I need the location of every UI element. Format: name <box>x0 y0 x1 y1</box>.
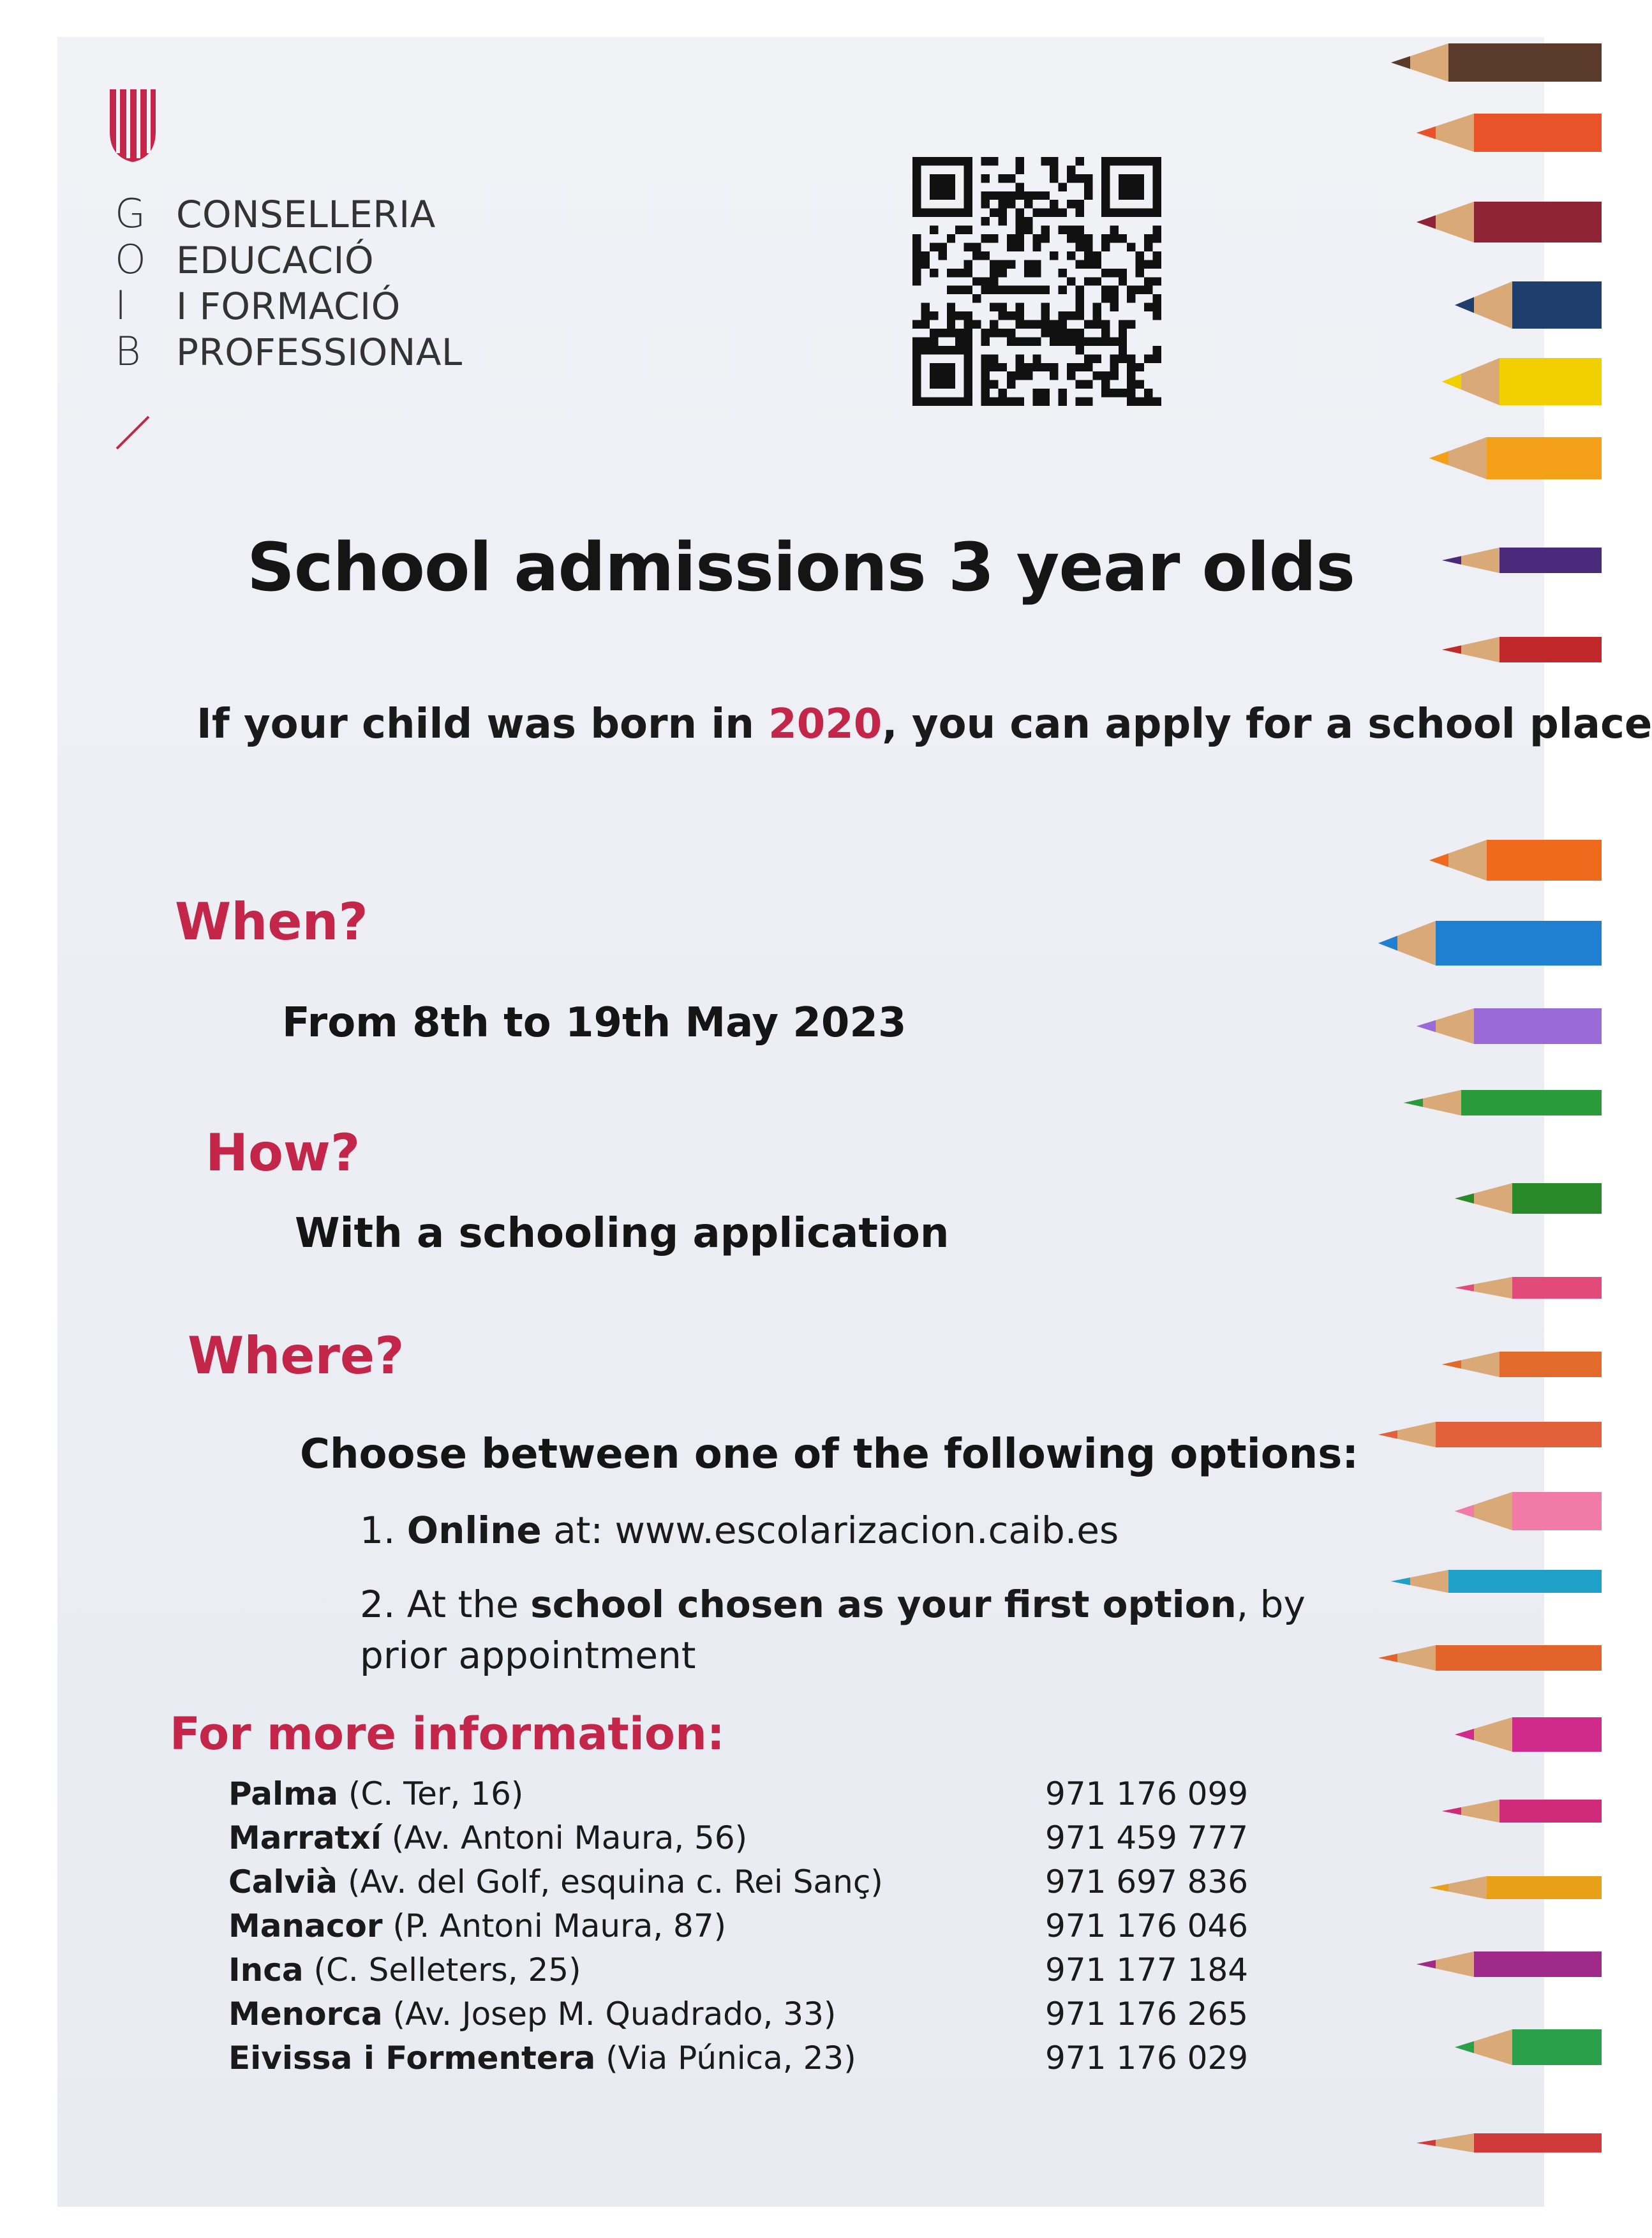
office-place <box>228 1863 1045 1900</box>
logo-row <box>115 282 463 328</box>
option-bold: school chosen as your first option <box>530 1583 1237 1626</box>
office-place <box>228 1951 1045 1988</box>
pencil-shape <box>1455 1277 1602 1299</box>
office-row <box>228 1816 1313 1860</box>
pencil-shape <box>1442 1800 1602 1823</box>
qr-code-icon[interactable] <box>912 157 1161 406</box>
intro-before: If your child was born in <box>197 701 769 748</box>
offices-list <box>228 1772 1313 2080</box>
option-number: 1. <box>360 1509 407 1552</box>
logo-word: PROFESSIONAL <box>176 331 463 374</box>
office-place <box>228 1907 1045 1944</box>
office-name: Inca <box>228 1951 304 1988</box>
office-phone[interactable]: 971 697 836 <box>1045 1863 1249 1900</box>
pencil-shape <box>1391 43 1602 82</box>
pencil-shape <box>1429 437 1602 479</box>
pencil-shape <box>1417 202 1602 242</box>
office-row <box>228 1992 1313 2036</box>
pencil-shape <box>1417 1951 1602 1977</box>
logo-slash-icon <box>114 414 152 452</box>
option-prefix: 2. At the <box>360 1583 531 1626</box>
office-address: (Av. Josep M. Quadrado, 33) <box>382 1995 837 2033</box>
office-address: (C. Selleters, 25) <box>303 1951 581 1988</box>
office-address: (C. Ter, 16) <box>338 1775 524 1812</box>
pencil-shape <box>1455 1492 1602 1530</box>
option-school <box>360 1579 1317 1681</box>
office-name: Eivissa i Formentera <box>228 2039 596 2077</box>
intro-after: , you can apply for a school place <box>882 701 1652 748</box>
where-heading: Where? <box>188 1326 405 1385</box>
office-row <box>228 1772 1313 1816</box>
option-online <box>360 1505 1119 1556</box>
goib-emblem-icon <box>107 87 158 163</box>
logo-letter: I <box>115 282 127 329</box>
logo-letter: B <box>115 328 141 375</box>
office-row <box>228 2036 1313 2080</box>
office-address: (Av. Antoni Maura, 56) <box>381 1819 748 1856</box>
option-rest: , by prior appointment <box>360 1583 1306 1677</box>
flyer-sheet <box>57 37 1652 2207</box>
office-place <box>228 1775 1045 1812</box>
pencil-shape <box>1442 358 1602 405</box>
logo-row <box>115 236 463 282</box>
office-phone[interactable]: 971 459 777 <box>1045 1819 1249 1856</box>
pencil-shape <box>1429 840 1602 881</box>
pencil-shape <box>1455 2029 1602 2065</box>
when-heading: When? <box>175 892 368 951</box>
pencil-shape <box>1417 1008 1602 1044</box>
office-place <box>228 1819 1045 1856</box>
office-phone[interactable]: 971 176 046 <box>1045 1907 1249 1944</box>
intro-text <box>197 701 1652 748</box>
how-text: With a schooling application <box>295 1210 949 1257</box>
birth-year: 2020 <box>768 701 882 748</box>
goib-logo-text <box>115 190 463 374</box>
logo-row <box>115 328 463 374</box>
office-phone[interactable]: 971 176 029 <box>1045 2039 1249 2077</box>
logo-letter: G <box>115 190 146 237</box>
pencil-shape <box>1417 2133 1602 2152</box>
logo-word: EDUCACIÓ <box>176 239 375 282</box>
pencil-shape <box>1378 921 1602 966</box>
office-phone[interactable]: 971 176 265 <box>1045 1995 1249 2033</box>
pencil-shape <box>1378 1645 1602 1671</box>
pencil-shape <box>1378 1422 1602 1447</box>
pencil-shape <box>1429 1876 1602 1899</box>
office-phone[interactable]: 971 177 184 <box>1045 1951 1249 1988</box>
office-place <box>228 1996 1045 2033</box>
how-heading: How? <box>205 1123 361 1182</box>
office-row <box>228 1860 1313 1904</box>
logo-letter: O <box>115 236 146 283</box>
pencil-shape <box>1442 637 1602 662</box>
office-name: Palma <box>228 1775 339 1812</box>
office-name: Calvià <box>228 1863 338 1900</box>
page-title: School admissions 3 year olds <box>246 528 1355 606</box>
pencil-shape <box>1455 281 1602 329</box>
option-bold: Online <box>406 1509 542 1552</box>
office-address: (Via Púnica, 23) <box>595 2039 856 2077</box>
pencil-shape <box>1442 1352 1602 1377</box>
info-heading: For more information: <box>170 1708 725 1760</box>
logo-word: CONSELLERIA <box>176 193 436 236</box>
colored-pencils-illustration <box>1327 37 1544 2207</box>
pencil-shape <box>1455 1183 1602 1214</box>
office-address: (P. Antoni Maura, 87) <box>382 1907 727 1944</box>
office-place <box>228 2040 1045 2077</box>
office-phone[interactable]: 971 176 099 <box>1045 1775 1249 1812</box>
when-text: From 8th to 19th May 2023 <box>282 999 907 1047</box>
pencil-shape <box>1417 114 1602 152</box>
office-name: Marratxí <box>228 1819 382 1856</box>
pencil-shape <box>1455 1717 1602 1752</box>
where-intro: Choose between one of the following options: <box>300 1431 1358 1478</box>
office-name: Menorca <box>228 1995 383 2033</box>
option-rest[interactable]: at: www.escolarizacion.caib.es <box>541 1509 1119 1552</box>
pencil-shape <box>1404 1090 1602 1115</box>
logo-row <box>115 190 463 236</box>
logo-word: I FORMACIÓ <box>176 285 401 328</box>
office-row <box>228 1948 1313 1992</box>
office-row <box>228 1904 1313 1948</box>
office-address: (Av. del Golf, esquina c. Rei Sanç) <box>338 1863 883 1900</box>
pencil-shape <box>1391 1570 1602 1593</box>
office-name: Manacor <box>228 1907 383 1944</box>
